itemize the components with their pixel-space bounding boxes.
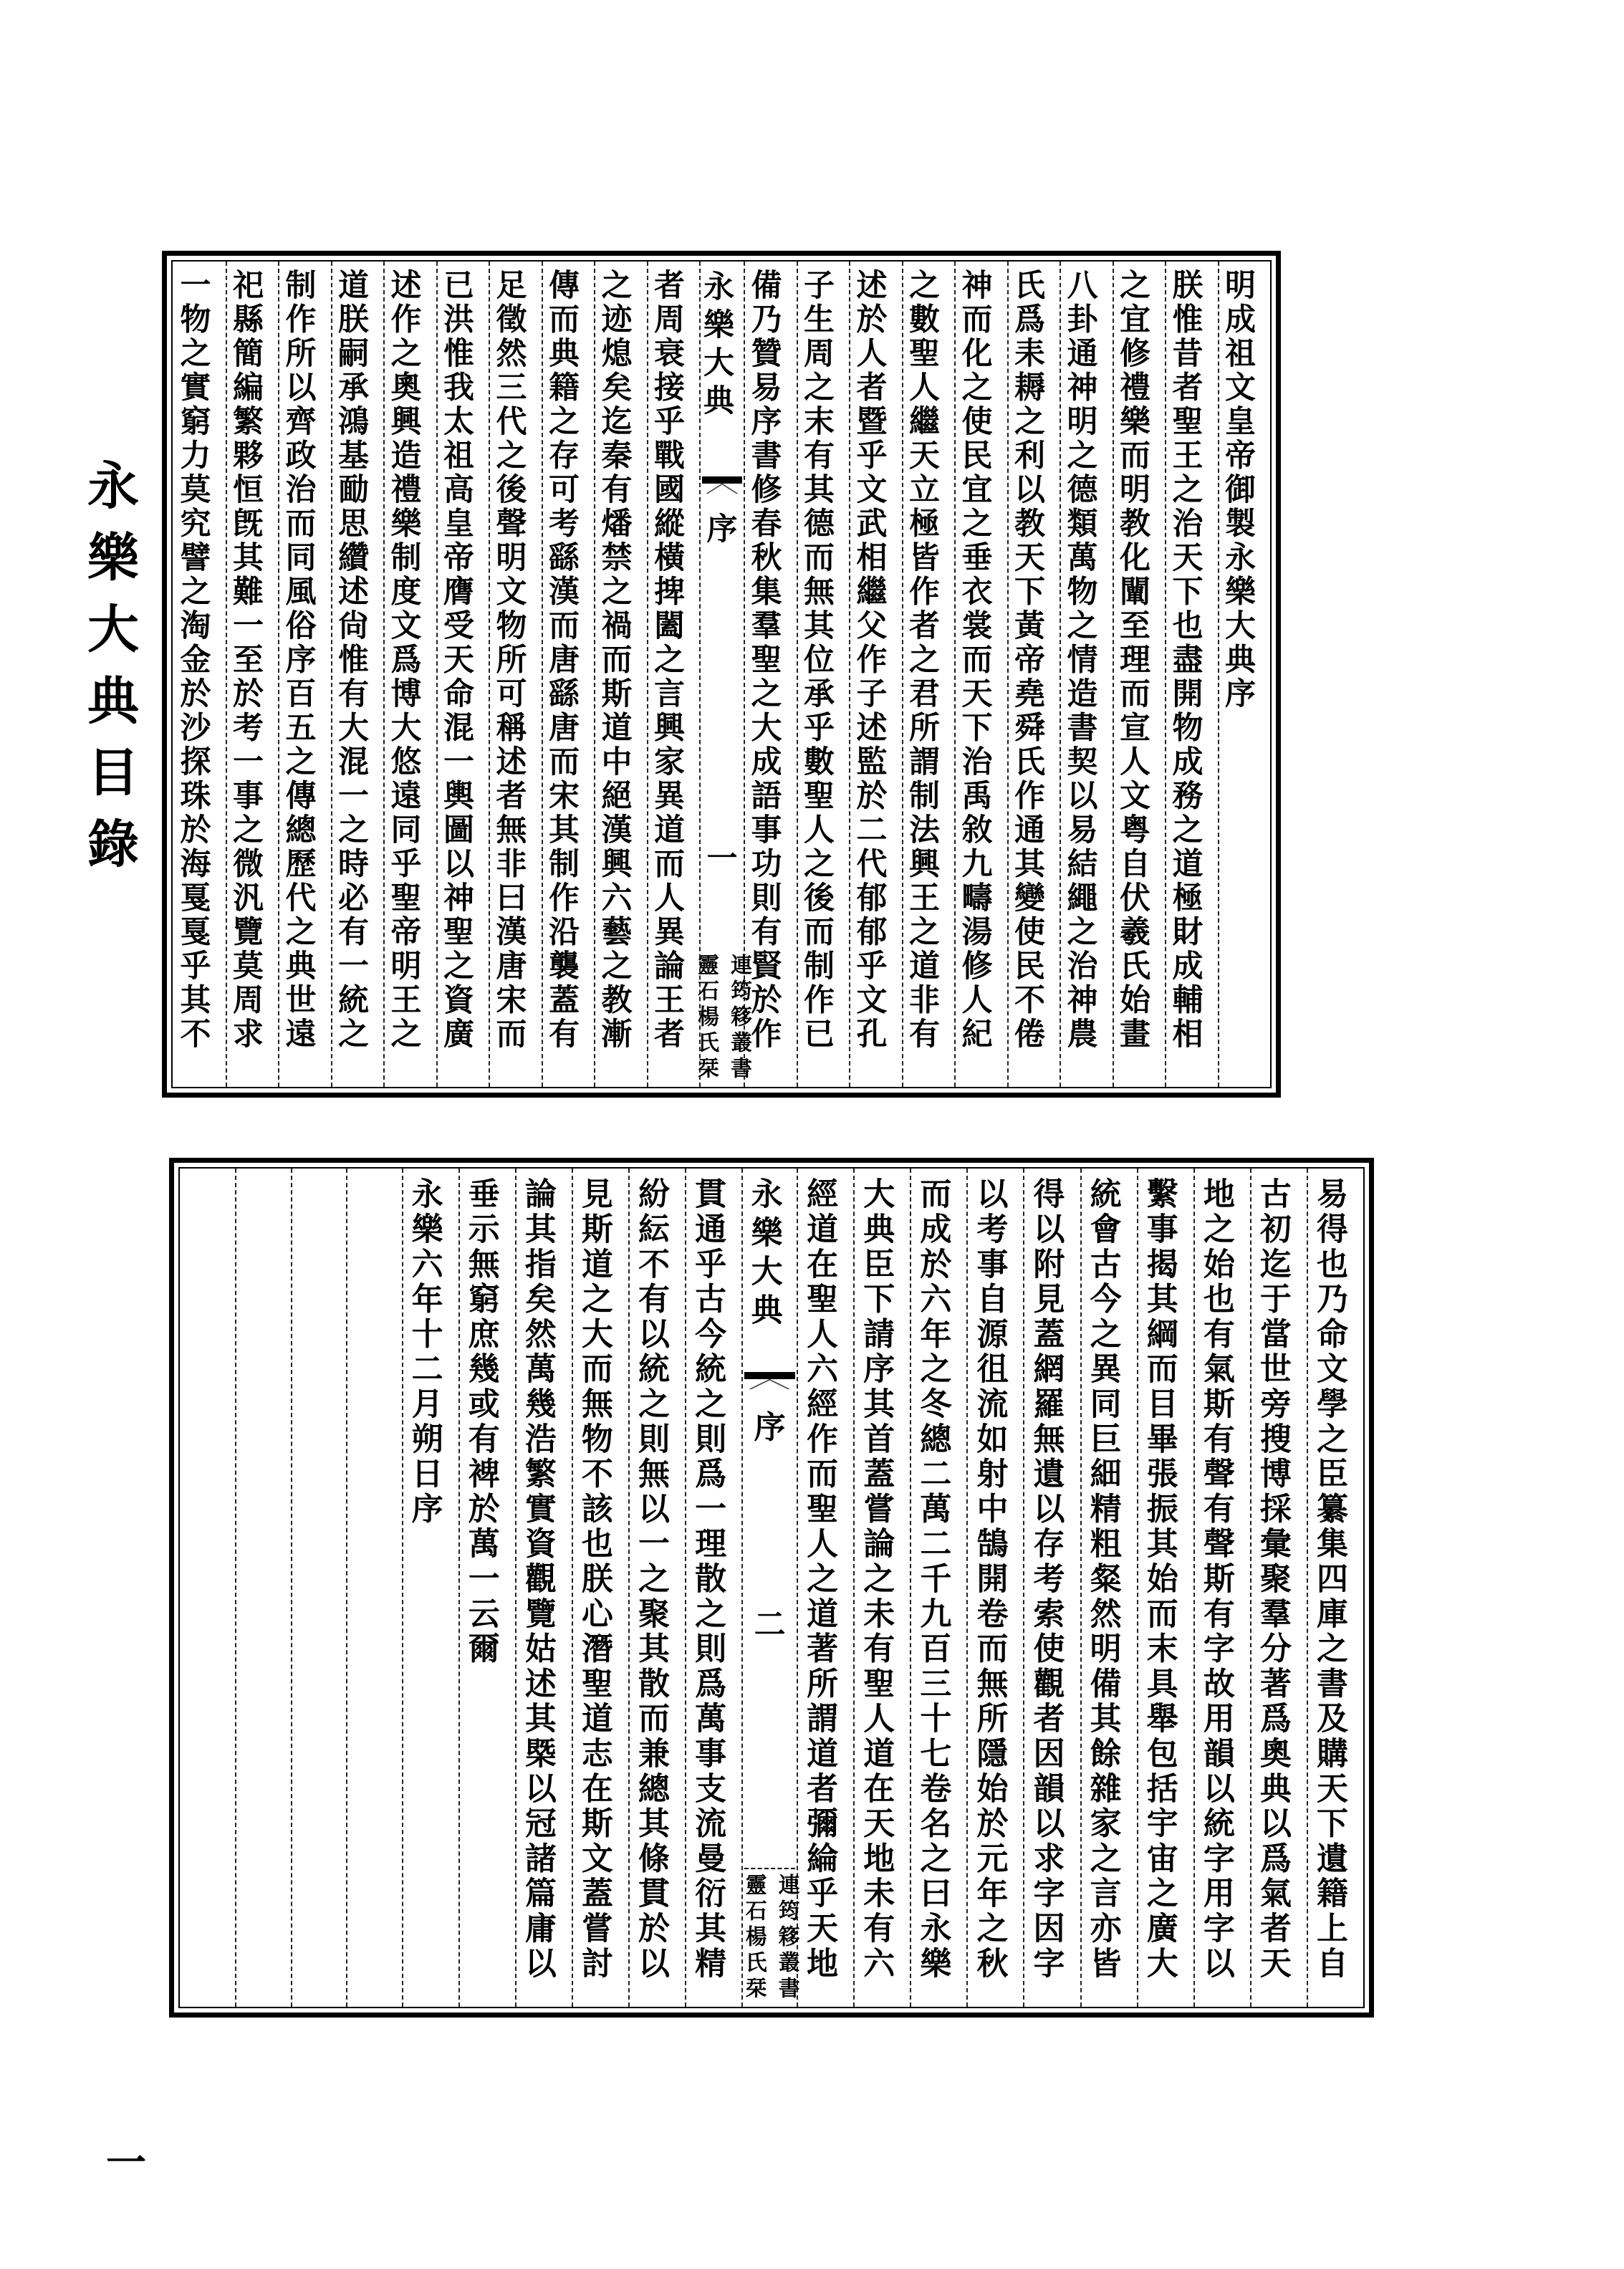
text-column: 制作所以齊政治而同風俗序百五之傳總歷代之典世遠 xyxy=(278,262,331,1087)
text-column: 繫事揭其綱而目畢張振其始而末具舉包括宇宙之廣大 xyxy=(1137,1169,1193,2007)
page-number: 一 xyxy=(106,2139,146,2187)
text-column: 道朕嗣承鴻基勔思纘述尙惟有大混一之時必有一統之 xyxy=(331,262,384,1087)
text-column: 大典臣下請序其首蓋嘗論之未有聖人道在天地未有六 xyxy=(853,1169,910,2007)
text-column: 述於人者暨乎文武相繼父作子述監於二代郁郁乎文孔 xyxy=(849,262,902,1087)
text-column: 氏爲耒耨之利以教天下黃帝堯舜氏作通其變使民不倦 xyxy=(1007,262,1060,1087)
publisher-series: 連筠簃叢書 xyxy=(726,954,751,1083)
text-column: 而成於六年之冬總二萬二千九百三十七卷名之曰永樂 xyxy=(910,1169,966,2007)
text-column: 垂示無窮庶幾或有裨於萬一云爾 xyxy=(458,1169,515,2007)
running-header-column xyxy=(693,262,751,1087)
text-column: 祀縣簡編繁夥恒旣其難一至於考一事之微汎覽莫周求 xyxy=(226,262,279,1087)
blank-column xyxy=(346,1169,401,2007)
text-column: 述作之奧興造禮樂制度文爲博大悠遠同乎聖帝明王之 xyxy=(383,262,436,1087)
text-column: 神而化之使民宜之垂衣裳而天下治禹敘九疇湯修人紀 xyxy=(954,262,1007,1087)
fishtail-mark-icon xyxy=(744,1372,795,1391)
text-column: 統會古今之異同巨細精粗粲然明備其餘雜家之言亦皆 xyxy=(1080,1169,1137,2007)
text-column: 一物之實窮力莫究譬之淘金於沙探珠於海戛戛乎其不 xyxy=(175,269,211,1052)
leaf-number: 二 xyxy=(754,1606,786,1643)
blank-column xyxy=(180,1169,235,2007)
text-column: 地之始也有氣斯有聲有聲斯有字故用韻以統字用字以 xyxy=(1193,1169,1250,2007)
blank-column xyxy=(235,1169,290,2007)
text-block-lower xyxy=(169,1158,1374,2018)
leaf-number: 一 xyxy=(706,841,738,877)
text-column: 易得也乃命文學之臣纂集四庫之書及購天下遺籍上自 xyxy=(1307,1169,1363,2007)
text-column: 之數聖人繼天立極皆作者之君所謂制法興王之道非有 xyxy=(902,262,955,1087)
publisher-house: 靈石楊氏栞 xyxy=(693,954,719,1083)
book-title: 永樂大典 xyxy=(745,1177,782,1332)
text-column: 貫通乎古今統之則爲一理散之則爲萬事支流曼衍其精 xyxy=(685,1169,741,2007)
text-column: 見斯道之大而無物不該也朕心潛聖道志在斯文蓋嘗討 xyxy=(572,1169,628,2007)
text-column: 傳而典籍之存可考繇漢而唐繇唐而宋其制作沿襲蓋有 xyxy=(542,262,595,1087)
text-block-upper xyxy=(162,251,1281,1098)
publisher-imprint xyxy=(693,954,751,1083)
running-header-column xyxy=(741,1169,797,2007)
text-column: 得以附見蓋網羅無遺以存考索使觀者因韻以求字因字 xyxy=(1023,1169,1080,2007)
text-column: 經道在聖人六經作而聖人之道著所謂道者彌綸乎天地 xyxy=(797,1169,853,2007)
text-column: 之宜修禮樂而明教化闡至理而宣人文粤自伏羲氏始畫 xyxy=(1113,262,1166,1087)
section-label: 序 xyxy=(754,1409,786,1446)
text-column: 備乃贊易序書修春秋集羣聖之大成語事功則有賢於作 xyxy=(744,262,797,1087)
publisher-imprint xyxy=(741,1868,799,2002)
text-column: 之迹熄矣迄秦有燔禁之禍而斯道中絕漢興六藝之教漸 xyxy=(594,262,647,1087)
publisher-series: 連筠簃叢書 xyxy=(774,1874,799,2002)
fishtail-mark-icon xyxy=(702,476,742,495)
publisher-house: 靈石楊氏栞 xyxy=(741,1874,767,2002)
text-column: 已洪惟我太祖高皇帝膺受天命混一輿圖以神聖之資廣 xyxy=(436,262,489,1087)
text-column: 以考事自源徂流如射中鵠開卷而無所隱始於元年之秋 xyxy=(966,1169,1023,2007)
text-column: 古初迄于當世旁搜博採彙聚羣分著爲奧典以爲氣者天 xyxy=(1250,1169,1307,2007)
text-column: 八卦通神明之德類萬物之情造書契以易結繩之治神農 xyxy=(1060,262,1113,1087)
text-column: 朕惟昔者聖王之治天下也盡開物成務之道極財成輔相 xyxy=(1165,262,1218,1087)
text-column: 永樂六年十二月朔日序 xyxy=(402,1169,458,2007)
text-column: 子生周之末有其德而無其位承乎數聖人之後而制作已 xyxy=(797,262,850,1087)
text-column: 足徵然三代之後聲明文物所可稱述者無非曰漢唐宋而 xyxy=(489,262,542,1087)
side-title: 永樂大典目錄 xyxy=(79,459,140,888)
book-title: 永樂大典 xyxy=(698,270,734,422)
section-label: 序 xyxy=(706,512,738,547)
text-column: 明成祖文皇帝御製永樂大典序 xyxy=(1218,262,1271,1087)
text-column: 紛紜不有以統之則無以一之聚其散而兼總其條貫於以 xyxy=(628,1169,685,2007)
text-column: 論其指矣然萬幾浩繁實資觀覽姑述其槩以冠諸篇庸以 xyxy=(515,1169,572,2007)
blank-column xyxy=(291,1169,346,2007)
text-column: 者周衰接乎戰國縱橫捭闔之言興家異道而人異論王者 xyxy=(647,262,700,1087)
